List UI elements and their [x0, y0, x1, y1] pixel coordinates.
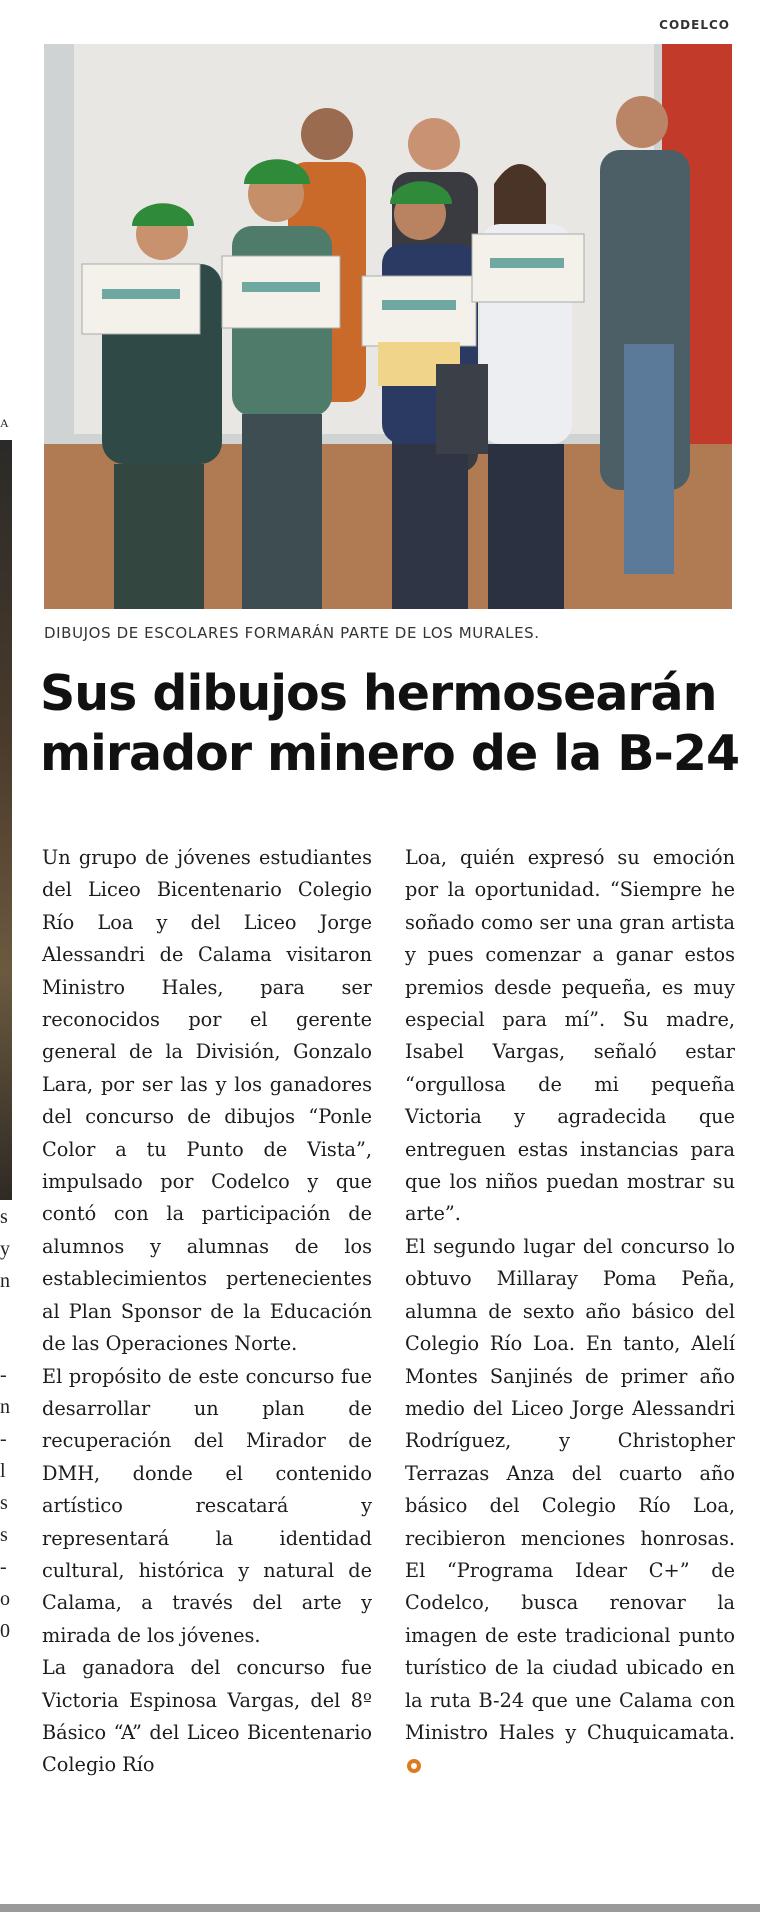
- neighbour-photo-edge: [0, 440, 12, 1200]
- neighbour-text-fragment: o: [0, 1588, 10, 1610]
- article-paragraph: El propósito de este concurso fue desarrollar un plan de recuperación del Mirador de DMH, donde el contenido artístico rescatará y representará la identidad cultural, histórica y natural de Calama, a través del arte y mirada de los jóvenes.: [42, 1364, 372, 1647]
- neighbour-column-fragment: [0, 0, 30, 1924]
- article-paragraph: Loa, quién expresó su emoción por la oportunidad. “Siempre he soñado como ser una gran artista y pues comenzar a ganar estos premios desde pequeña, es muy especial para mí”. Su madre, Isabel Vargas, señaló estar “orgullosa de mi pequeña Victoria y agradecida que entreguen estas instancias para que los niños puedan mostrar su arte”.: [405, 846, 735, 1226]
- headline-line-1: Sus dibujos hermosearán: [40, 665, 717, 722]
- article-paragraph: Un grupo de jóvenes estudiantes del Liceo Bicentenario Colegio Río Loa y del Liceo Jorge Alessandri de Calama visitaron Ministro Hales, para ser reconocidos por el gerente general de la División, Gonzalo Lara, por ser las y los ganadores del concurso de dibujos “Ponle Color a tu Punto de Vista”, impulsado por Codelco y que contó con la participación de alumnos y alumnas de los establecimientos pertenecientes al Plan Sponsor de la Educación de las Operaciones Norte.: [42, 846, 372, 1356]
- article-column-right: [405, 842, 735, 1782]
- neighbour-text-fragment: n: [0, 1396, 10, 1418]
- article-headline: [40, 664, 740, 784]
- neighbour-text-fragment: 0: [0, 1620, 10, 1642]
- headline-line-2: mirador minero de la B-24: [40, 725, 740, 782]
- section-tag: CODELCO: [659, 18, 730, 32]
- neighbour-text-fragment: A: [0, 416, 9, 430]
- group-photo-icon: [44, 44, 732, 609]
- neighbour-text-fragment: -: [0, 1364, 7, 1386]
- neighbour-text-fragment: s: [0, 1524, 8, 1546]
- neighbour-text-fragment: s: [0, 1492, 8, 1514]
- neighbour-text-fragment: s: [0, 1206, 8, 1228]
- article-column-left: [42, 842, 372, 1782]
- article-photo: [44, 44, 732, 609]
- neighbour-text-fragment: n: [0, 1270, 10, 1292]
- neighbour-text-fragment: l: [0, 1460, 6, 1482]
- neighbour-text-fragment: -: [0, 1556, 7, 1578]
- article-paragraph-text: El segundo lugar del concurso lo obtuvo Millaray Poma Peña, alumna de sexto año básico del Colegio Río Loa. En tanto, Alelí Montes Sanjinés de primer año medio del Liceo Jorge Alessandri Rodríguez, y Christopher Terrazas Anza del cuarto año básico del Colegio Río Loa, recibieron menciones honrosas. El “Programa Idear C+” de Codelco, busca renovar la imagen de este tradicional punto turístico de la ciudad ubicado en la ruta B-24 que une Calama con Ministro Hales y Chuquicamata.: [405, 1234, 735, 1744]
- neighbour-text-fragment: -: [0, 1428, 7, 1450]
- photo-caption: DIBUJOS DE ESCOLARES FORMARÁN PARTE DE LOS MURALES.: [44, 624, 540, 642]
- article-paragraph: [405, 1231, 735, 1782]
- article-end-icon: [407, 1759, 421, 1773]
- neighbour-text-fragment: y: [0, 1238, 10, 1260]
- article-paragraph: La ganadora del concurso fue Victoria Espinosa Vargas, del 8º Básico “A” del Liceo Bicentenario Colegio Río: [42, 1656, 372, 1777]
- bottom-rule: [0, 1904, 760, 1912]
